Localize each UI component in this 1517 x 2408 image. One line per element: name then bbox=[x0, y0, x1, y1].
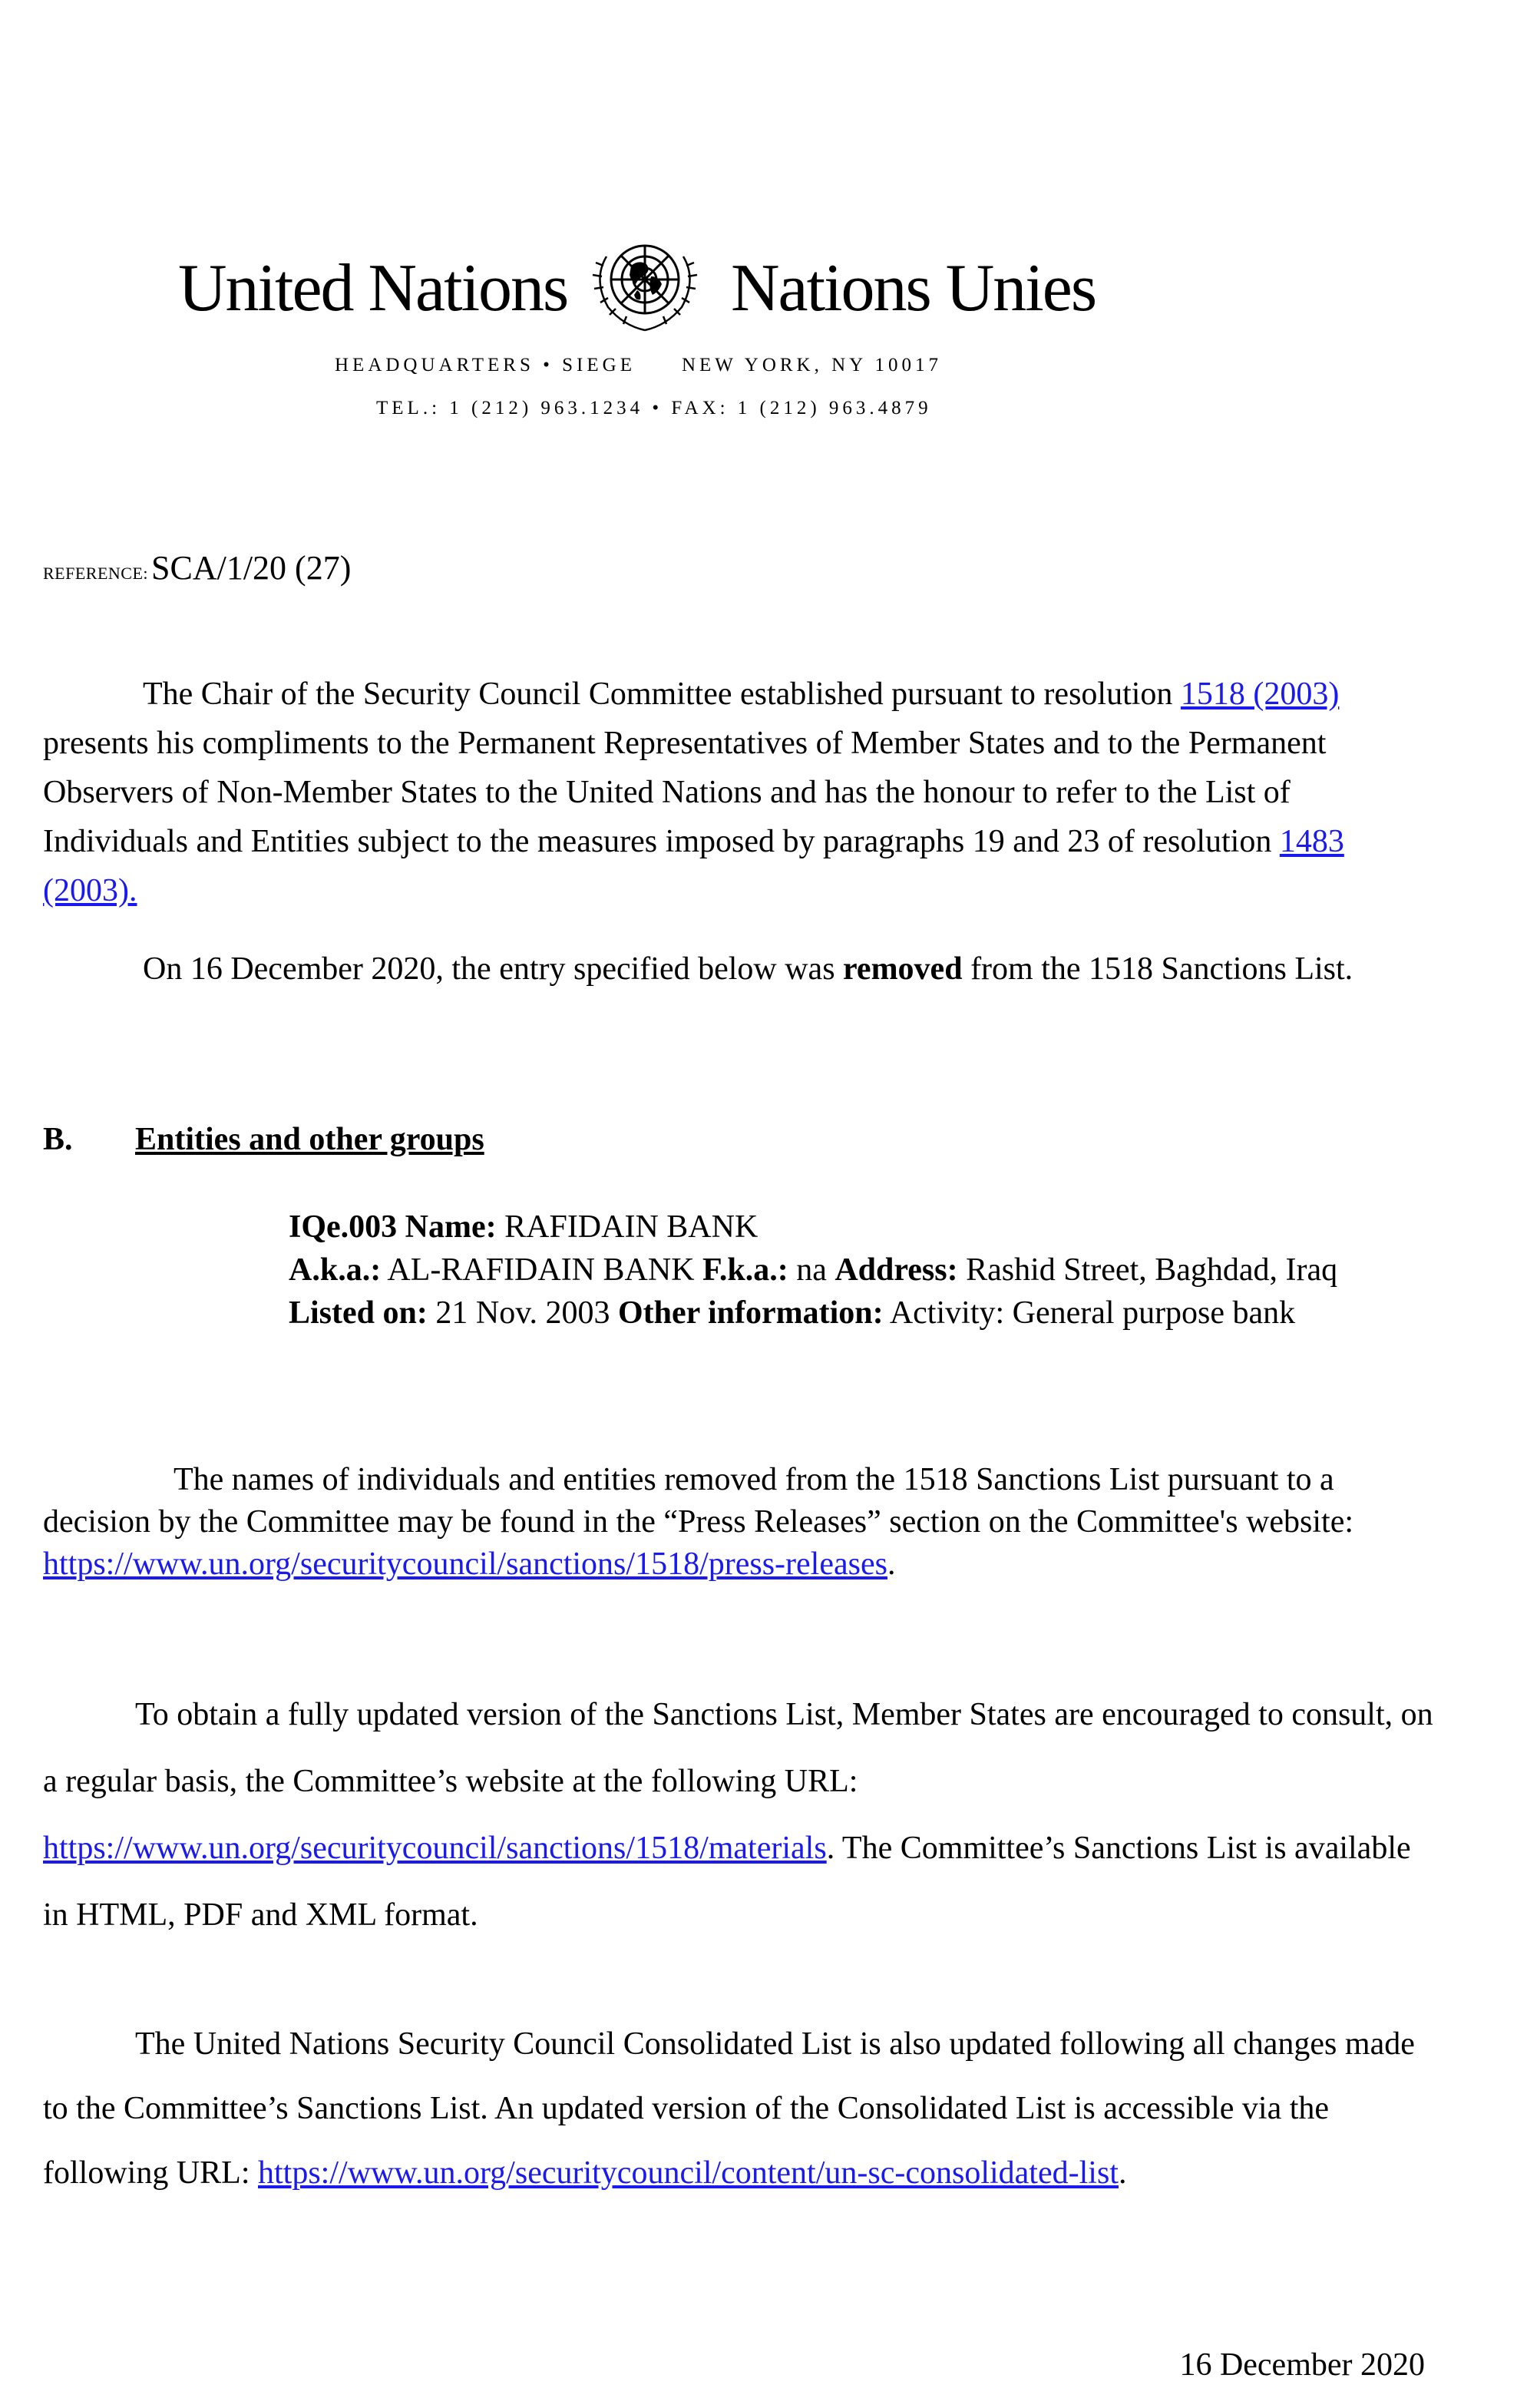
materials-link[interactable]: https://www.un.org/securitycouncil/sanctions/1518/materials bbox=[43, 1831, 827, 1866]
removed-emphasis: removed bbox=[843, 951, 963, 987]
address-label: Address: bbox=[835, 1252, 958, 1288]
press-releases-link[interactable]: https://www.un.org/securitycouncil/sanctions/1518/press-releases bbox=[43, 1546, 887, 1582]
aka-label: A.k.a.: bbox=[289, 1252, 382, 1288]
reference-value: SCA/1/20 (27) bbox=[151, 549, 352, 587]
fka-label: F.k.a.: bbox=[702, 1252, 788, 1288]
reference-line bbox=[43, 548, 351, 587]
reference-label: REFERENCE: bbox=[43, 564, 149, 583]
aka-value: AL-RAFIDAIN BANK bbox=[381, 1252, 703, 1288]
resolution-1518-link[interactable]: 1518 (2003) bbox=[1180, 676, 1340, 712]
entry-name: RAFIDAIN BANK bbox=[496, 1209, 758, 1245]
letterhead-title-fr: Nations Unies bbox=[731, 251, 1096, 326]
other-info-value: Activity: General purpose bank bbox=[883, 1295, 1296, 1331]
document-date: 16 December 2020 bbox=[1179, 2347, 1425, 2383]
other-info-label: Other information: bbox=[617, 1295, 884, 1331]
removal-text-2: from the 1518 Sanctions List. bbox=[962, 951, 1353, 987]
letterhead-title-en: United Nations bbox=[178, 251, 568, 326]
entry-name-line bbox=[289, 1206, 1379, 1249]
entry-id-label: IQe.003 Name: bbox=[289, 1209, 497, 1245]
intro-text-1: The Chair of the Security Council Committee established pursuant to resolution bbox=[143, 676, 1181, 712]
letterhead-contact: TEL.: 1 (212) 963.1234 • FAX: 1 (212) 963.4879 bbox=[376, 398, 932, 418]
press-text-end: . bbox=[887, 1546, 896, 1582]
consolidated-text: The United Nations Security Council Consolidated List is also updated following all changes made to the Committee’s Sanctions List. An updated version of the Consolidated List is accessible via the following URL: bbox=[43, 2026, 1415, 2191]
intro-paragraph bbox=[43, 670, 1425, 915]
consolidated-list-paragraph bbox=[43, 2012, 1440, 2205]
listed-value: 21 Nov. 2003 bbox=[427, 1295, 618, 1331]
sanctions-entry bbox=[289, 1206, 1379, 1335]
removal-paragraph bbox=[43, 944, 1425, 994]
fka-value: na bbox=[788, 1252, 835, 1288]
consolidated-text-end: . bbox=[1118, 2155, 1127, 2191]
materials-text: To obtain a fully updated version of the Sanctions List, Member States are encouraged to consult, on a regular basis, the Committee’s website at the following URL: bbox=[43, 1697, 1433, 1799]
consolidated-list-link[interactable]: https://www.un.org/securitycouncil/content/un-sc-consolidated-list bbox=[258, 2155, 1119, 2191]
materials-paragraph bbox=[43, 1682, 1440, 1949]
address-value: Rashid Street, Baghdad, Iraq bbox=[957, 1252, 1338, 1288]
intro-text-2: presents his compliments to the Permanent Representatives of Member States and to the Permanent Observers of Non-Member States to the United Nations and has the honour to refer to the List of Individuals and Entities subject to the measures imposed by paragraphs 19 and 23 of resolution bbox=[43, 726, 1327, 859]
un-emblem-icon bbox=[583, 226, 706, 341]
press-releases-paragraph bbox=[43, 1459, 1433, 1586]
removal-text-1: On 16 December 2020, the entry specified below was bbox=[143, 951, 844, 987]
resolution-1483-link[interactable]: 1483 (2003). bbox=[43, 824, 1344, 908]
section-number: B. bbox=[43, 1122, 73, 1157]
city-label: NEW YORK, NY 10017 bbox=[681, 355, 943, 375]
headquarters-label: HEADQUARTERS • SIEGE bbox=[335, 355, 636, 375]
entry-details bbox=[289, 1249, 1379, 1335]
listed-label: Listed on: bbox=[289, 1295, 428, 1331]
section-title: Entities and other groups bbox=[135, 1122, 484, 1157]
press-text: The names of individuals and entities removed from the 1518 Sanctions List pursuant to a decision by the Committee may be found in the “Press Releases” section on the Committee's website: bbox=[43, 1462, 1354, 1540]
letterhead-address bbox=[335, 355, 942, 376]
materials-text-end: . The Committee’s Sanctions List is available in HTML, PDF and XML format. bbox=[43, 1831, 1411, 1933]
section-heading bbox=[43, 1121, 484, 1158]
